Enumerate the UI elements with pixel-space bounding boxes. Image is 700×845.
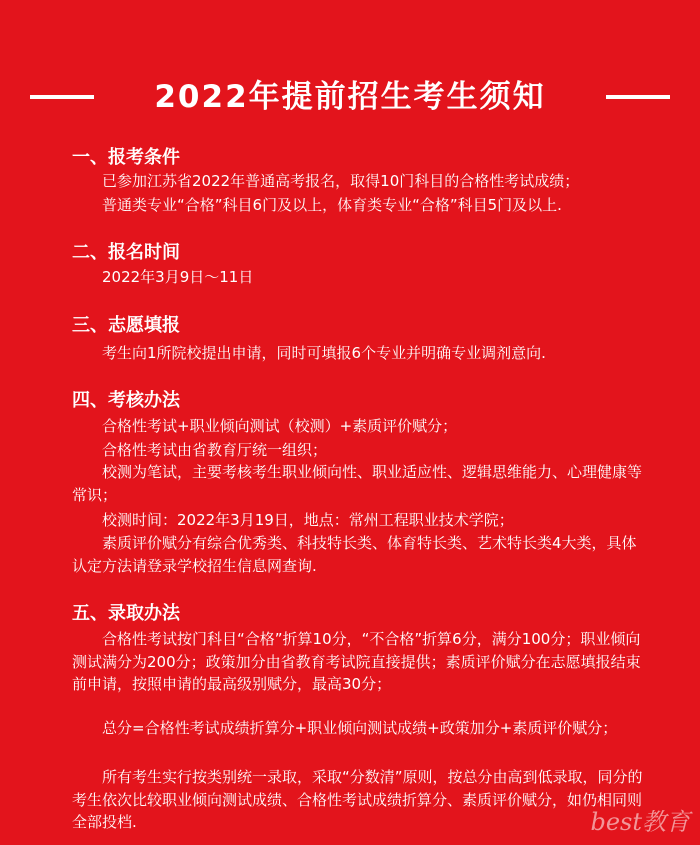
section-heading-registration-time: 二、报名时间 <box>72 242 180 263</box>
eligibility-paragraph-2: 普通类专业“合格”科目6门及以上，体育类专业“合格”科目5门及以上. <box>102 196 562 214</box>
eligibility-paragraph-1: 已参加江苏省2022年普通高考报名，取得10门科目的合格性考试成绩； <box>102 172 580 190</box>
registration-time-paragraph: 2022年3月9日～11日 <box>102 268 254 286</box>
title-decor-line-left <box>30 95 94 99</box>
section-heading-eligibility: 一、报考条件 <box>72 147 180 168</box>
section-heading-assessment: 四、考核办法 <box>72 390 180 411</box>
section-heading-admission: 五、录取办法 <box>72 603 180 624</box>
admission-paragraph-3: 所有考生实行按类别统一录取，采取“分数清”原则，按总分由高到低录取，同分的考生依次比较职业倾向测试成绩、合格性考试成绩折算分、素质评价赋分，如仍相同则全部投档. <box>72 768 643 831</box>
assessment-paragraph-3: 校测为笔试，主要考核考生职业倾向性、职业适应性、逻辑思维能力、心理健康等常识； <box>72 463 643 504</box>
application-paragraph: 考生向1所院校提出申请，同时可填报6个专业并明确专业调剂意向. <box>102 344 546 362</box>
assessment-paragraph-4: 校测时间：2022年3月19日，地点：常州工程职业技术学院； <box>102 511 514 529</box>
watermark-logo: best教育 <box>590 808 690 836</box>
assessment-paragraph-1: 合格性考试+职业倾向测试（校测）+素质评价赋分； <box>102 417 458 435</box>
section-heading-application: 三、志愿填报 <box>72 315 180 336</box>
assessment-paragraph-2: 合格性考试由省教育厅统一组织； <box>102 441 328 459</box>
title-row <box>0 75 700 119</box>
assessment-paragraph-5: 素质评价赋分有综合优秀类、科技特长类、体育特长类、艺术特长类4大类，具体认定方法请登录学校招生信息网查询. <box>72 534 637 575</box>
page-title: 2022年提前招生考生须知 <box>154 79 546 115</box>
title-decor-line-right <box>606 95 670 99</box>
admission-paragraph-1: 合格性考试按门科目“合格”折算10分，“不合格”折算6分，满分100分；职业倾向测试满分为200分；政策加分由省教育考试院直接提供；素质评价赋分在志愿填报结束前申请，按照申请的最高级别赋分，最高30分； <box>72 630 641 693</box>
admission-paragraph-2: 总分=合格性考试成绩折算分+职业倾向测试成绩+政策加分+素质评价赋分； <box>102 719 618 737</box>
